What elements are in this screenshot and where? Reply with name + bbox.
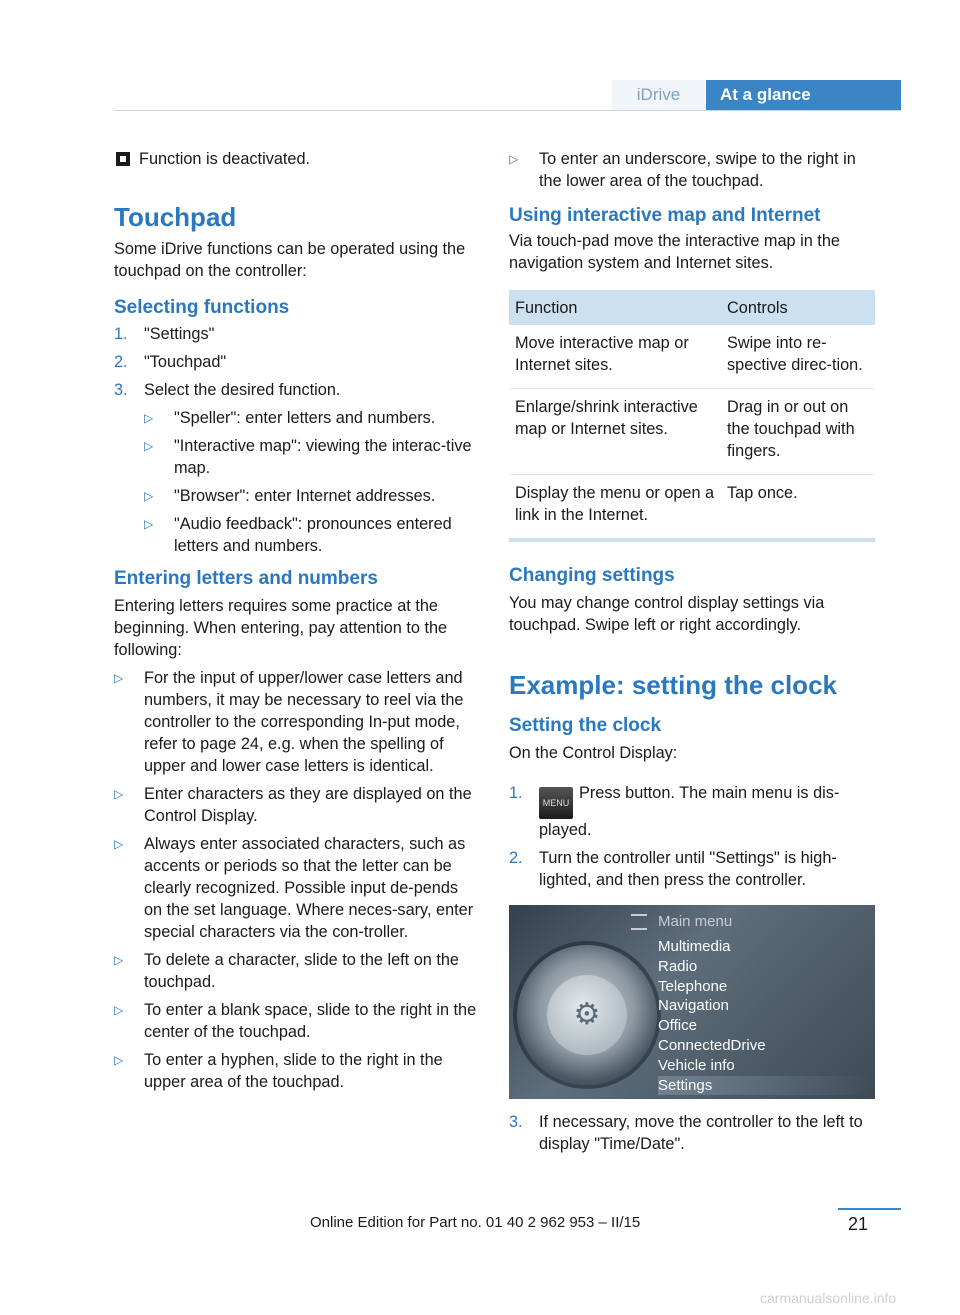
checkbox-deactivated-icon: [116, 152, 130, 166]
footer-divider: [838, 1208, 901, 1210]
gear-icon: ⚙: [573, 998, 601, 1031]
menu-item-selected: Settings: [658, 1076, 872, 1096]
list-item: ▷ To enter an underscore, swipe to the right in the lower area of the touchpad.: [509, 150, 856, 190]
triangle-bullet-icon: ▷: [114, 671, 124, 685]
list-item: ▷ "Interactive map": viewing the interac-tive map.: [144, 437, 472, 477]
touchpad-intro: Some iDrive functions can be operated using the touchpad on the controller:: [114, 240, 466, 280]
watermark: carmanualsonline.info: [760, 1290, 897, 1306]
menu-item: ConnectedDrive: [658, 1036, 766, 1054]
entering-intro: Entering letters requires some practice at the beginning. When entering, pay attention to the following:: [114, 597, 448, 659]
menu-item: Navigation: [658, 997, 729, 1015]
menu-item: Vehicle info: [658, 1056, 735, 1074]
list-item: 3. Select the desired function.: [114, 381, 341, 399]
table-header-function: Function: [509, 290, 721, 325]
list-item: ▷ To delete a character, slide to the left on the touchpad.: [114, 951, 459, 991]
triangle-bullet-icon: ▷: [509, 152, 519, 166]
list-item: ▷ "Browser": enter Internet addresses.: [144, 487, 436, 505]
entering-heading: Entering letters and numbers: [114, 568, 378, 589]
triangle-bullet-icon: ▷: [114, 1003, 124, 1017]
entering-tips: [114, 667, 480, 1093]
table-cell: Display the menu or open a link in the Internet.: [509, 475, 721, 541]
triangle-bullet-icon: ▷: [144, 411, 154, 425]
map-heading: Using interactive map and Internet: [509, 205, 821, 226]
header-section-tab: iDrive: [612, 80, 705, 110]
table-row: [509, 389, 875, 475]
list-item: 3. If necessary, move the controller to the left to display "Time/Date".: [509, 1113, 863, 1153]
triangle-bullet-icon: ▷: [114, 953, 124, 967]
list-item: ▷ To enter a blank space, slide to the right in the center of the touchpad.: [114, 1001, 477, 1041]
menu-item: Office: [658, 1017, 697, 1035]
table-header-row: [509, 290, 875, 325]
clock-intro: On the Control Display:: [509, 744, 678, 762]
left-column: [114, 148, 480, 1099]
page-number: 21: [848, 1214, 869, 1234]
table-cell: Move interactive map or Internet sites.: [509, 325, 721, 389]
example-heading: Example: setting the clock: [509, 670, 837, 700]
menu-list-icon: [631, 914, 647, 930]
controls-table: [509, 290, 875, 542]
right-column: [509, 148, 875, 1155]
main-menu-screenshot: [509, 905, 875, 1099]
table-cell: Tap once.: [721, 475, 875, 541]
function-options: [114, 407, 480, 557]
changing-text: You may change control display settings via touchpad. Swipe left or right accordingly.: [509, 594, 825, 634]
touchpad-heading: Touchpad: [114, 202, 237, 232]
changing-heading: Changing settings: [509, 565, 675, 586]
table-header-controls: Controls: [721, 290, 875, 325]
screen-menu-title: Main menu: [658, 913, 733, 930]
clock-heading: Setting the clock: [509, 715, 662, 736]
triangle-bullet-icon: ▷: [114, 837, 124, 851]
table-cell: Swipe into re-spective direc-tion.: [721, 325, 875, 389]
triangle-bullet-icon: ▷: [114, 787, 124, 801]
table-row: [509, 325, 875, 389]
list-item: 2. "Touchpad": [114, 353, 227, 371]
list-item: 1. "Settings": [114, 325, 215, 343]
menu-item: Telephone: [658, 977, 728, 995]
list-item: ▷ Always enter associated characters, such as accents or periods so that the letter can be clearly recognized. Possible input de-pends on the set language. Where neces-sary, enter special characters via the con-troller.: [114, 835, 474, 941]
triangle-bullet-icon: ▷: [144, 489, 154, 503]
list-item: 2. Turn the controller until "Settings" is high-lighted, and then press the controller.: [509, 849, 837, 889]
table-row: [509, 475, 875, 541]
menu-item: Multimedia: [658, 938, 731, 955]
selecting-heading: Selecting functions: [114, 297, 290, 318]
triangle-bullet-icon: ▷: [114, 1053, 124, 1067]
deactivated-note: Function is deactivated.: [114, 148, 480, 170]
list-item: 1. MENUPress button. The main menu is dis-played.: [509, 784, 840, 839]
clock-steps: [509, 782, 875, 891]
list-item: ▷ To enter a hyphen, slide to the right in the upper area of the touchpad.: [114, 1051, 443, 1091]
list-item: ▷ "Speller": enter letters and numbers.: [144, 409, 436, 427]
header-divider: [114, 110, 901, 111]
selecting-steps: [114, 323, 480, 557]
header-chapter-tab: At a glance: [706, 80, 901, 110]
table-cell: Drag in or out on the touchpad with fingers.: [721, 389, 875, 475]
list-item: ▷ For the input of upper/lower case letters and numbers, it may be necessary to reel via the controller to the corresponding In-put mode, refer to page 24, e.g. when the spelling of upper and lower case letters is identical.: [114, 669, 464, 775]
list-item: ▷ Enter characters as they are displayed on the Control Display.: [114, 785, 472, 825]
triangle-bullet-icon: ▷: [144, 517, 154, 531]
map-intro: Via touch-pad move the interactive map in the navigation system and Internet sites.: [509, 232, 840, 272]
list-item: ▷ "Audio feedback": pronounces entered letters and numbers.: [144, 515, 452, 555]
screen-menu-list: [658, 937, 872, 1095]
menu-button-icon: MENU: [539, 787, 573, 819]
triangle-bullet-icon: ▷: [144, 439, 154, 453]
menu-item: Radio: [658, 957, 698, 975]
footer-edition: Online Edition for Part no. 01 40 2 962 953 – II/15: [310, 1214, 641, 1231]
table-cell: Enlarge/shrink interactive map or Internet sites.: [509, 389, 721, 475]
controller-knob: [517, 945, 657, 1085]
